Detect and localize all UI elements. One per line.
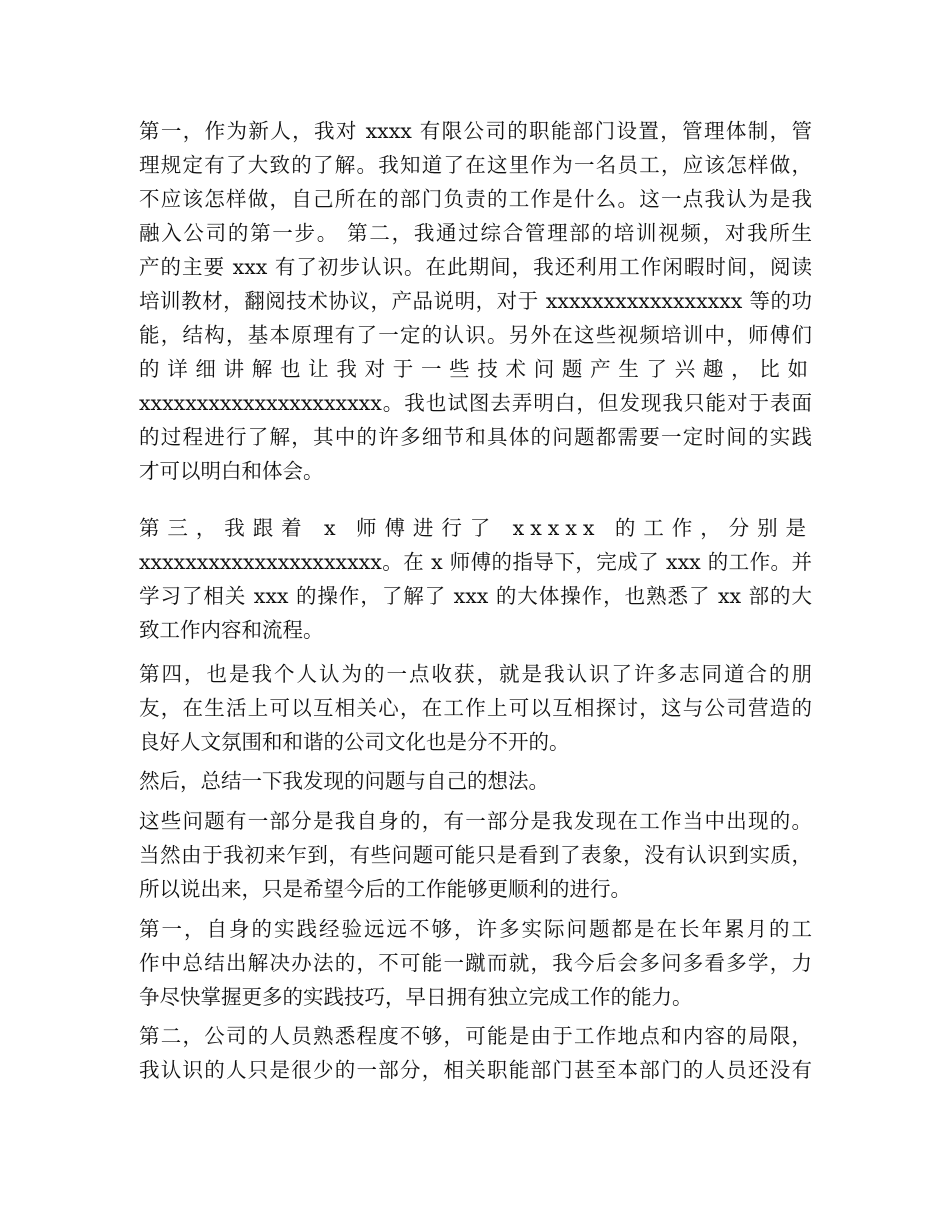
text-line: 第一，自身的实践经验远远不够，许多实际问题都是在长年累月的工 <box>139 917 812 941</box>
text-line: 争尽快掌握更多的实践技巧，早日拥有独立完成工作的能力。 <box>139 985 693 1009</box>
text-line: 能，结构，基本原理有了一定的认识。另外在这些视频培训中，师傅们 <box>139 323 812 347</box>
text-line: 当然由于我初来乍到，有些问题可能只是看到了表象，没有认识到实质， <box>139 843 812 867</box>
text-line: 良好人文氛围和和谐的公司文化也是分不开的。 <box>139 730 570 754</box>
text-line: 这些问题有一部分是我自身的，有一部分是我发现在工作当中出现的。 <box>139 809 812 833</box>
text-line: 第三，我跟着 x 师傅进行了 xxxxx 的工作，分别是 <box>139 516 812 540</box>
text-line: 培训教材，翻阅技术协议，产品说明，对于 xxxxxxxxxxxxxxxxx 等的功 <box>139 289 812 313</box>
text-line: 的详细讲解也让我对于一些技术问题产生了兴趣，比如 <box>139 357 812 381</box>
text-line: 的过程进行了解，其中的许多细节和具体的问题都需要一定时间的实践 <box>139 425 812 449</box>
text-line: 第四，也是我个人认为的一点收获，就是我认识了许多志同道合的朋 <box>139 662 812 686</box>
text-line: 致工作内容和流程。 <box>139 618 324 642</box>
text-line: 不应该怎样做，自己所在的部门负责的工作是什么。这一点我认为是我 <box>139 187 812 211</box>
text-line: 作中总结出解决办法的，不可能一蹴而就，我今后会多问多看多学，力 <box>139 951 812 975</box>
text-line: 然后，总结一下我发现的问题与自己的想法。 <box>139 769 549 793</box>
text-line: 融入公司的第一步。 第二，我通过综合管理部的培训视频，对我所生 <box>139 221 812 245</box>
text-line: 第二，公司的人员熟悉程度不够，可能是由于工作地点和内容的局限， <box>139 1024 812 1048</box>
text-line: 第一，作为新人，我对 xxxx 有限公司的职能部门设置，管理体制，管 <box>139 119 812 143</box>
text-line: xxxxxxxxxxxxxxxxxxxxx。在 x 师傅的指导下，完成了 xxx 的工作。并 <box>139 550 812 574</box>
text-line: 才可以明白和体会。 <box>139 459 324 483</box>
text-line: 友，在生活上可以互相关心，在工作上可以互相探讨，这与公司营造的 <box>139 696 812 720</box>
text-line: 所以说出来，只是希望今后的工作能够更顺利的进行。 <box>139 877 631 901</box>
text-line: 产的主要 xxx 有了初步认识。在此期间，我还利用工作闲暇时间，阅读 <box>139 255 812 279</box>
text-line: 理规定有了大致的了解。我知道了在这里作为一名员工，应该怎样做， <box>139 153 812 177</box>
text-line: xxxxxxxxxxxxxxxxxxxxx。我也试图去弄明白，但发现我只能对于表面 <box>139 391 812 415</box>
text-line: 学习了相关 xxx 的操作，了解了 xxx 的大体操作，也熟悉了 xx 部的大 <box>139 584 812 608</box>
text-line: 我认识的人只是很少的一部分，相关职能部门甚至本部门的人员还没有 <box>139 1058 812 1082</box>
